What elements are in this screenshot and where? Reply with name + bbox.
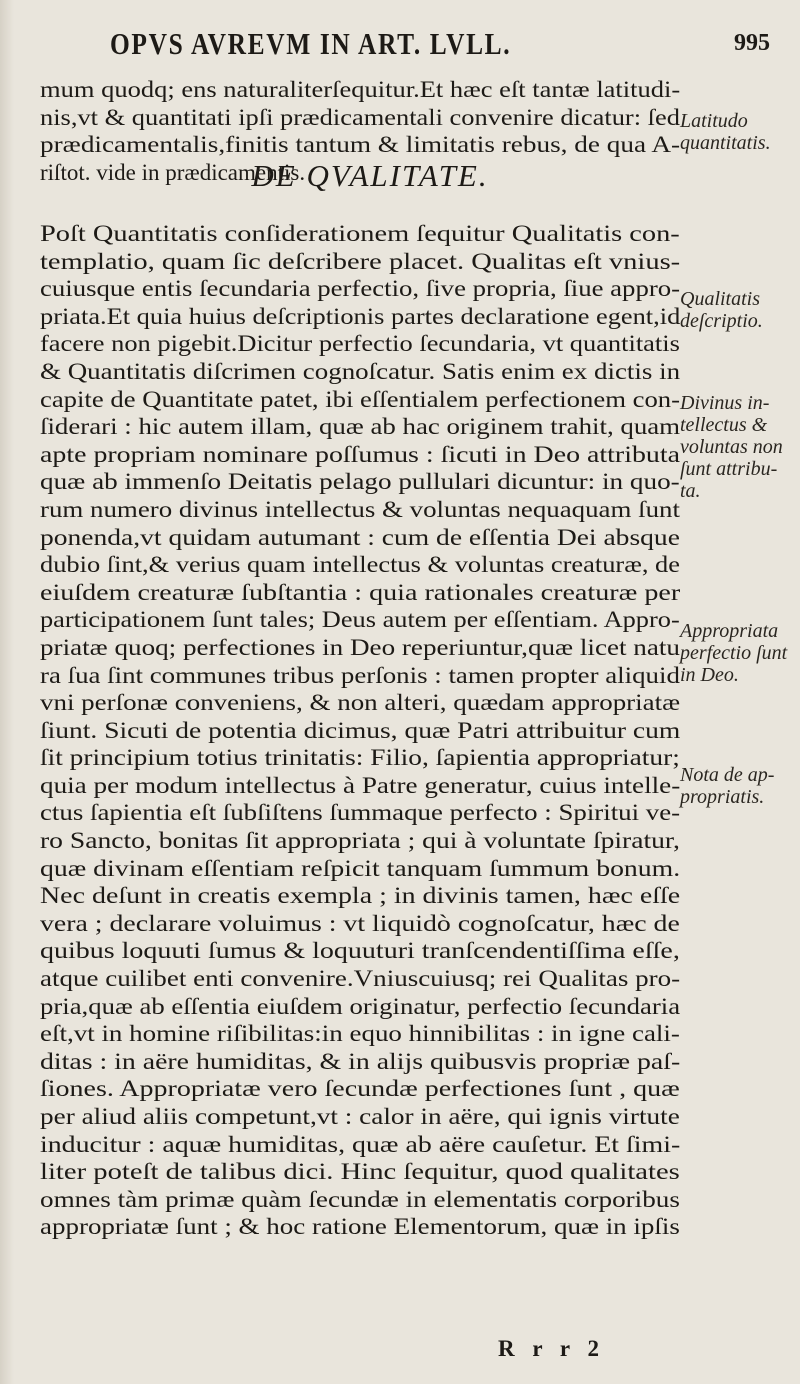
text-line: priatæ quoq; perfectiones in Deo reperiuntur,quæ licet natu [40,634,680,660]
running-title: OPVS AVREVM IN ART. LVLL. [110,26,512,61]
text-line: cuiusque entis ſecundaria perfectio, ſive propria, ſiue appro- [40,276,681,302]
margin-note-line: ſunt attribu- [680,458,778,480]
section-heading: DE QVALITATE. [251,158,489,193]
margin-note-line: Qualitatis [680,288,761,310]
margin-note [680,620,790,686]
margin-note [680,288,790,332]
page-header [110,26,770,66]
text-line: riſtot. vide in prædicamentis. [40,159,306,185]
text-line: quæ divinam eſſentiam reſpicit tanquam ſummum bonum. [40,855,681,881]
margin-note-line: quantitatis. [680,132,771,154]
text-line: ctus ſapientia eſt ſubſiſtens ſummaque perfecto : Spiritui ve- [40,800,681,826]
text-line: ro Sancto, bonitas ſit appropriata ; qui à voluntate ſpiratur, [40,828,680,854]
text-line: ſiderari : hic autem illam, quæ ab hac originem trahit, quam [40,414,681,440]
text-line: eiuſdem creaturæ ſubſtantia : quia rationales creaturæ per [40,579,681,605]
text-line: vera ; declarare voluimus : vt liquidò cognoſcatur, hæc de [40,910,680,936]
text-line: liter poteſt de talibus dici. Hinc ſequitur, quod qualitates [40,1159,680,1185]
text-line: ditas : in aëre humiditas, & in alijs quibusvis propriæ paſ- [40,1048,681,1074]
text-line: dubio ſint,& verius quam intellectus & voluntas creaturæ, de [40,552,680,578]
text-line: nis,vt & quantitati ipſi prædicamentali convenire dicatur: ſed [40,104,680,130]
text-line: priata.Et quia huius deſcriptionis partes declaratione egent,id [40,303,681,329]
margin-note-line: Divinus in- [680,392,770,414]
text-line: ra ſua ſint communes tribus perſonis : tamen propter aliquid [40,662,680,688]
margin-note-line: ta. [680,480,701,502]
text-line: templatio, quam ſic deſcribere placet. Qualitas eſt vnius- [40,248,681,274]
main-paragraph [40,220,680,1241]
text-line: Nec deſunt in creatis exempla ; in divinis tamen, hæc eſſe [40,883,681,909]
text-line: prædicamentalis,finitis tantum & limitatis rebus, de qua A- [40,132,681,158]
text-line: capite de Quantitate patet, ibi eſſentialem perfectionem con- [40,386,681,412]
text-line: vni perſonæ conveniens, & non alteri, quædam appropriatæ [40,690,681,716]
page-number: 995 [734,30,770,56]
text-line: participationem ſunt tales; Deus autem per eſſentiam. Appro- [40,607,680,633]
text-line: quia per modum intellectus à Patre generatur, cuius intelle- [40,772,681,798]
text-line: apte propriam nominare poſſumus : ſicuti in Deo attributa [40,441,680,467]
text-line: Poſt Quantitatis conſiderationem ſequitur Qualitatis con- [40,221,680,246]
text-line: ſiunt. Sicuti de potentia dicimus, quæ Patri attribuitur cum [40,717,681,743]
page-gutter [0,0,14,1384]
text-line: inducitur : aquæ humiditas, quæ ab aëre cauſetur. Et ſimi- [40,1131,681,1157]
margin-note-line: Appropriata [680,620,779,642]
text-line: ſit principium totius trinitatis: Filio, ſapientia appropriatur; [40,745,680,771]
margin-note [680,764,790,808]
text-line: ponenda,vt quidam autumant : cum de eſſentia Dei absque [40,524,680,550]
signature-mark: R r r 2 [498,1336,605,1361]
margin-note-line: Latitudo [680,110,748,132]
text-line: omnes tàm primæ quàm ſecundæ in elementatis corporibus [40,1186,680,1212]
text-line: atque cuilibet enti convenire.Vniuscuiusq; rei Qualitas pro- [40,966,681,992]
text-line: quæ ab immenſo Deitatis pelago pullulari dicuntur: in quo- [40,469,680,495]
margin-note-line: deſcriptio. [680,310,763,332]
margin-note-line: in Deo. [680,664,739,686]
text-line: pria,quæ ab eſſentia eiuſdem originatur, perfectio ſecundaria [40,993,681,1019]
margin-note [680,392,790,502]
text-line: & Quantitatis diſcrimen cognoſcatur. Satis enim ex dictis in [40,358,681,384]
margin-note-line: propriatis. [680,786,765,808]
margin-note-line: tellectus & [680,414,768,436]
margin-note [680,110,790,154]
text-line: appropriatæ ſunt ; & hoc ratione Elementorum, quæ in ipſis [40,1214,680,1240]
text-line: mum quodq; ens naturaliterſequitur.Et hæc eſt tantæ latitudi- [40,77,681,102]
text-line: facere non pigebit.Dicitur perfectio ſecundaria, vt quantitatis [40,331,680,357]
text-line: ſiones. Appropriatæ vero ſecundæ perfectiones ſunt , quæ [40,1076,680,1102]
text-line: rum numero divinus intellectus & voluntas nequaquam ſunt [40,496,680,522]
margin-note-line: Nota de ap- [680,764,775,786]
margin-note-line: voluntas non [680,436,783,458]
margin-note-line: perfectio ſunt [680,642,788,664]
text-line: eſt,vt in homine riſibilitas:in equo hinnibilitas : in igne cali- [40,1021,680,1047]
text-line: quibus loquuti ſumus & loquuturi tranſcendentiſſima eſſe, [40,938,680,964]
text-line: per aliud aliis competunt,vt : calor in aëre, qui ignis virtute [40,1104,680,1129]
